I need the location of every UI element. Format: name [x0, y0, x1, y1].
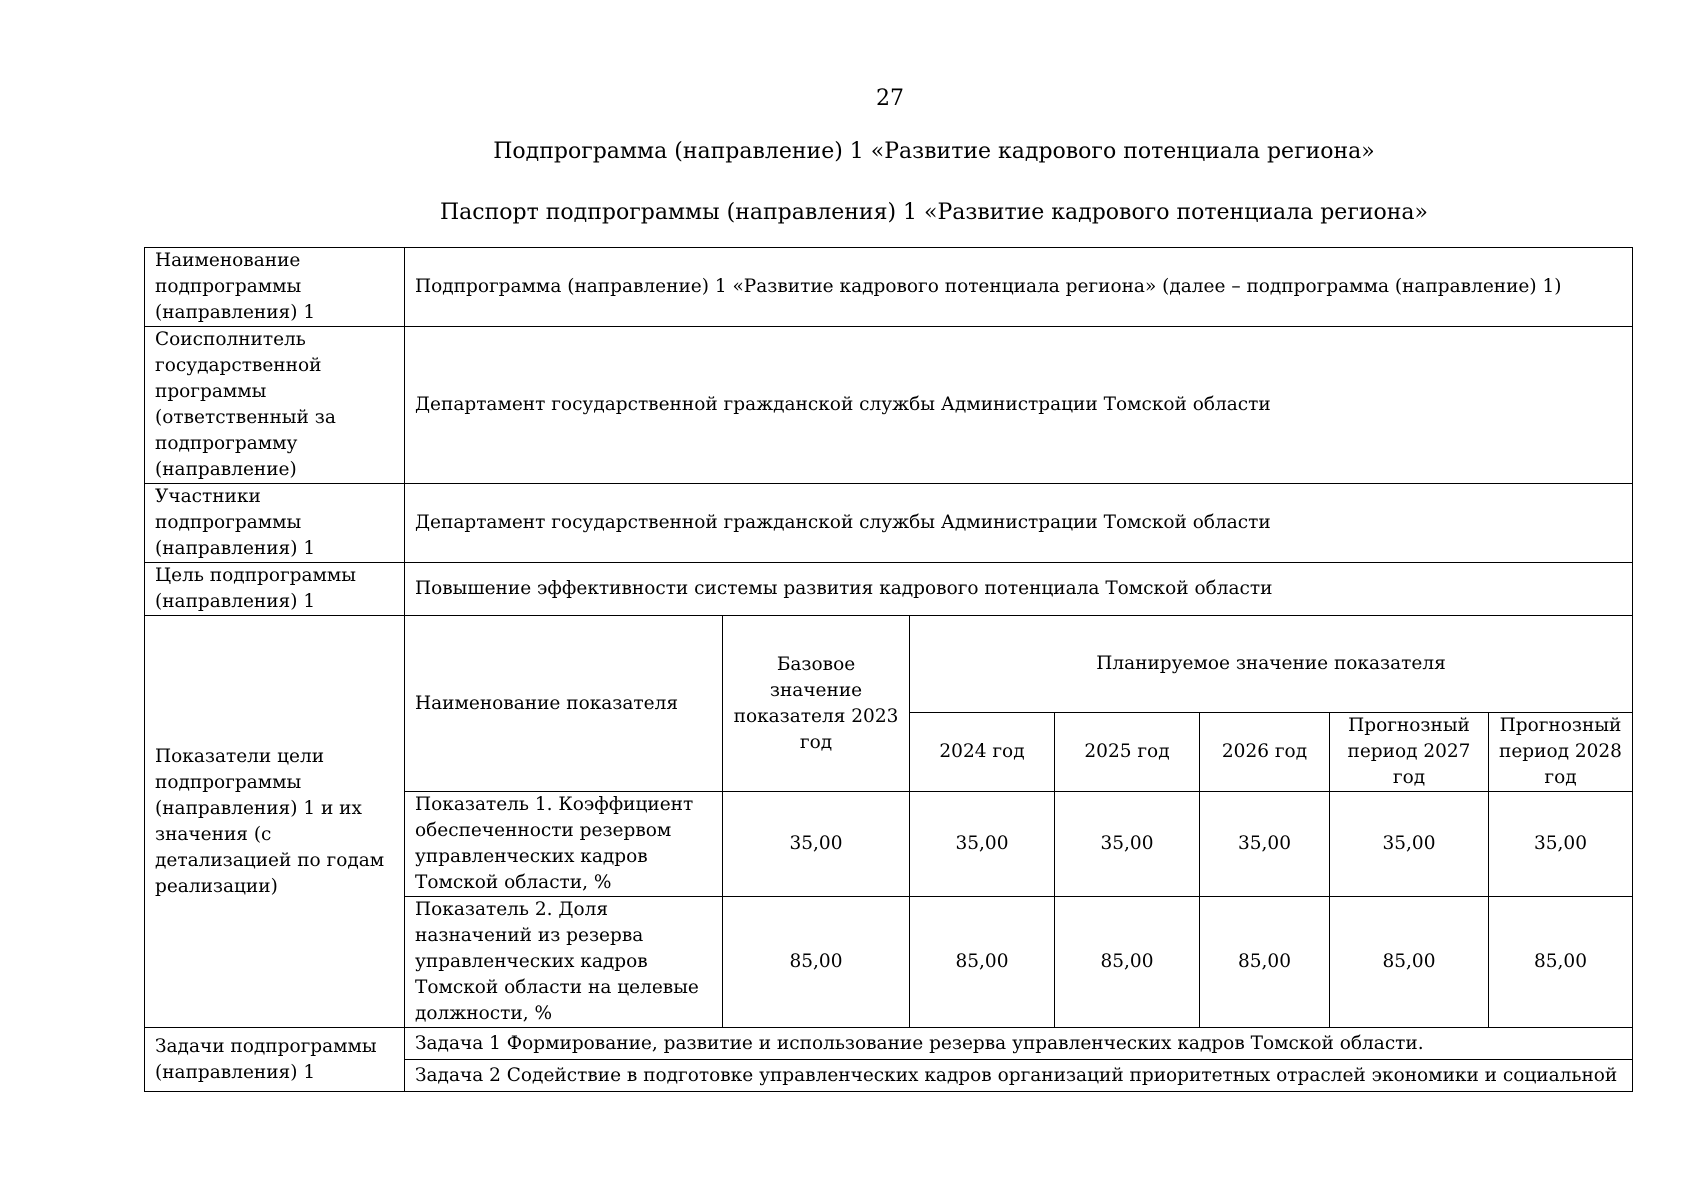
header-planned-value: Планируемое значение показателя: [910, 616, 1633, 713]
indicators-header-row-1: [145, 616, 1633, 713]
indicator-2-name: Показатель 2. Доля назначений из резерва управленческих кадров Томской области на целевые должности, %: [405, 897, 723, 1028]
header-year-2026: 2026 год: [1200, 713, 1330, 792]
indicator-1-name: Показатель 1. Коэффициент обеспеченности резервом управленческих кадров Томской области, %: [405, 792, 723, 897]
row-coexecutor-label: Соисполнитель государственной программы (ответственный за подпрограмму (направление): [145, 327, 405, 484]
passport-table: [144, 247, 1633, 1092]
header-year-2027: Прогнозный период 2027 год: [1330, 713, 1489, 792]
row-participants-label: Участники подпрограммы (направления) 1: [145, 484, 405, 563]
indicator-1-base: 35,00: [723, 792, 910, 897]
row-name-label: Наименование подпрограммы (направления) 1: [145, 248, 405, 327]
indicator-2-base: 85,00: [723, 897, 910, 1028]
subprogram-title: Подпрограмма (направление) 1 «Развитие кадрового потенциала региона»: [493, 139, 1375, 164]
indicator-2-2026: 85,00: [1200, 897, 1330, 1028]
row-participants-value: Департамент государственной гражданской службы Администрации Томской области: [405, 484, 1633, 563]
header-base-value: Базовое значение показателя 2023 год: [723, 616, 910, 792]
row-goal: [145, 563, 1633, 616]
row-name: [145, 248, 1633, 327]
indicator-2-2025: 85,00: [1055, 897, 1200, 1028]
indicator-1-2027: 35,00: [1330, 792, 1489, 897]
row-coexecutor: [145, 327, 1633, 484]
header-year-2024: 2024 год: [910, 713, 1055, 792]
indicator-2-2024: 85,00: [910, 897, 1055, 1028]
row-goal-value: Повышение эффективности системы развития кадрового потенциала Томской области: [405, 563, 1633, 616]
row-goal-label: Цель подпрограммы (направления) 1: [145, 563, 405, 616]
header-year-2025: 2025 год: [1055, 713, 1200, 792]
header-indicator-name: Наименование показателя: [405, 616, 723, 792]
indicator-2-2027: 85,00: [1330, 897, 1489, 1028]
indicator-2-2028: 85,00: [1489, 897, 1633, 1028]
passport-title: Паспорт подпрограммы (направления) 1 «Развитие кадрового потенциала региона»: [439, 200, 1428, 225]
page-number: 27: [876, 86, 904, 111]
indicator-1-2024: 35,00: [910, 792, 1055, 897]
row-tasks-1: [145, 1028, 1633, 1060]
indicator-1-2025: 35,00: [1055, 792, 1200, 897]
indicator-1-2026: 35,00: [1200, 792, 1330, 897]
row-participants: [145, 484, 1633, 563]
task-2: Задача 2 Содействие в подготовке управленческих кадров организаций приоритетных отраслей экономики и социальной: [405, 1060, 1633, 1092]
header-year-2028: Прогнозный период 2028 год: [1489, 713, 1633, 792]
row-name-value: Подпрограмма (направление) 1 «Развитие кадрового потенциала региона» (далее – подпрограмма (направление) 1): [405, 248, 1633, 327]
row-coexecutor-value: Департамент государственной гражданской службы Администрации Томской области: [405, 327, 1633, 484]
task-1: Задача 1 Формирование, развитие и использование резерва управленческих кадров Томской области.: [405, 1028, 1633, 1060]
row-tasks-label: Задачи подпрограммы (направления) 1: [145, 1028, 405, 1092]
row-indicators-label: Показатели цели подпрограммы (направления) 1 и их значения (с детализацией по годам реализации): [145, 616, 405, 1028]
indicator-1-2028: 35,00: [1489, 792, 1633, 897]
